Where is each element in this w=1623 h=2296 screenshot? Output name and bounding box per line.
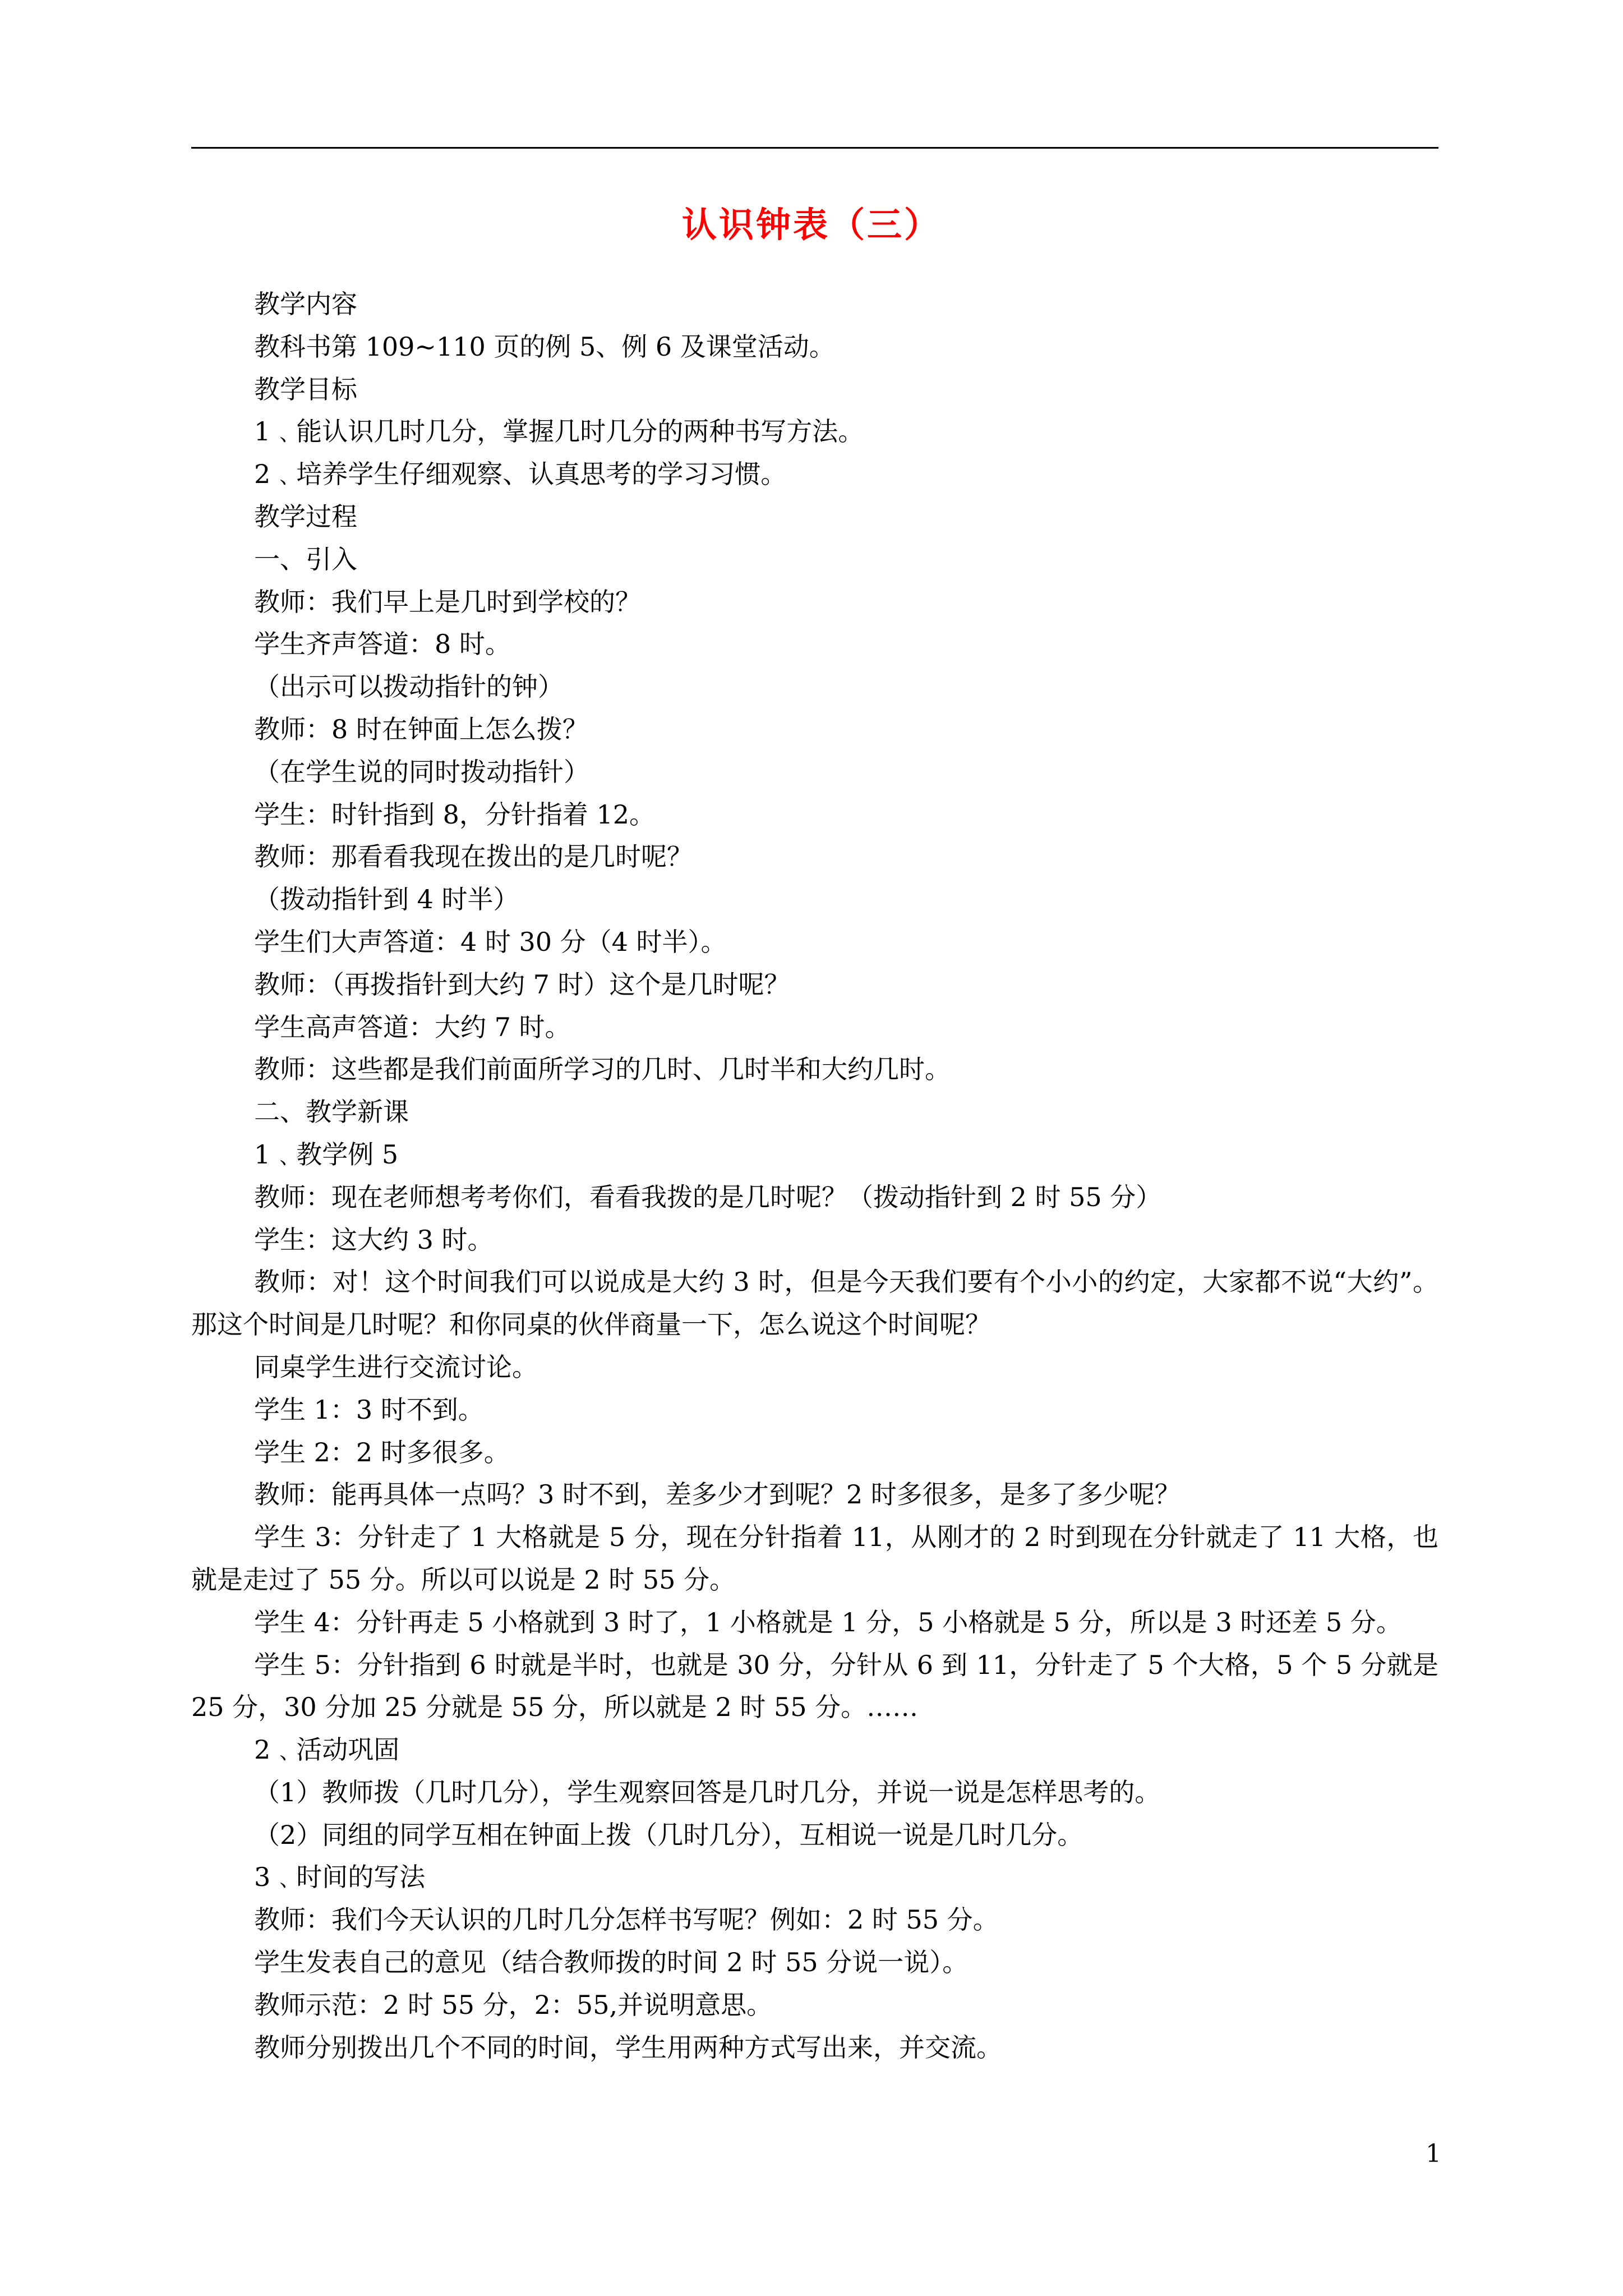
paragraph: 教师：8 时在钟面上怎么拨？ (254, 714, 588, 744)
paragraph: 学生发表自己的意见（结合教师拨的时间 2 时 55 分说一说）。 (254, 1947, 969, 1978)
paragraph: 教师：（再拨指针到大约 7 时）这个是几时呢？ (254, 969, 790, 1000)
paragraph: 教师示范：2 时 55 分，2：55,并说明意思。 (254, 1989, 773, 2020)
paragraph: 学生 1：3 时不到。 (254, 1394, 484, 1425)
paragraph: （1）教师拨（几时几分），学生观察回答是几时几分，并说一说是怎样思考的。 (254, 1777, 1161, 1807)
paragraph: 教师：现在老师想考考你们，看看我拨的是几时呢？（拨动指针到 2 时 55 分） (254, 1181, 1162, 1212)
paragraph: 教师：对！这个时间我们可以说成是大约 3 时，但是今天我们要有个小小的约定，大家都不说“大约”。那这个时间是几时呢？和你同桌的伙伴商量一下，怎么说这个时间呢？ (191, 1267, 1438, 1340)
list-item: 2﹑培养学生仔细观察、认真思考的学习习惯。 (254, 459, 787, 490)
subsection-heading: 二、教学新课 (254, 1097, 409, 1128)
paragraph: 同桌学生进行交流讨论。 (254, 1351, 538, 1382)
list-item: 3﹑时间的写法 (254, 1862, 426, 1893)
paragraph: 教师：我们早上是几时到学校的？ (254, 586, 641, 617)
section-heading: 教学内容 (254, 289, 357, 319)
list-item: 2﹑活动巩固 (254, 1734, 400, 1765)
paragraph: 教师：这些都是我们前面所学习的几时、几时半和大约几时。 (254, 1054, 951, 1085)
paragraph: （拨动指针到 4 时半） (254, 884, 519, 915)
paragraph: 教师：能再具体一点吗？3 时不到，差多少才到呢？2 时多很多，是多了多少呢？ (254, 1479, 1181, 1510)
paragraph: 学生 5：分针指到 6 时就是半时，也就是 30 分，分针从 6 到 11，分针走了 5 个大格，5 个 5 分就是 25 分，30 分加 25 分就是 55 分，所以就是 2 时 55 分。…… (191, 1649, 1438, 1723)
paragraph: 教科书第 109~110 页的例 5、例 6 及课堂活动。 (254, 331, 835, 362)
paragraph: 教师分别拨出几个不同的时间，学生用两种方式写出来，并交流。 (254, 2032, 1002, 2063)
header-rule (191, 147, 1438, 149)
paragraph: （在学生说的同时拨动指针） (254, 756, 589, 787)
paragraph: 学生们大声答道：4 时 30 分（4 时半）。 (254, 926, 727, 957)
paragraph: 学生 3：分针走了 1 大格就是 5 分，现在分针指着 11，从刚才的 2 时到现在分针就走了 11 大格，也就是走过了 55 分。所以可以说是 2 时 55 分。 (191, 1522, 1438, 1595)
paragraph: （2）同组的同学互相在钟面上拨（几时几分），互相说一说是几时几分。 (254, 1819, 1083, 1850)
paragraph: 学生 2：2 时多很多。 (254, 1437, 510, 1467)
subsection-heading: 一、引入 (254, 544, 357, 574)
paragraph: 教师：我们今天认识的几时几分怎样书写呢？例如：2 时 55 分。 (254, 1904, 999, 1935)
section-heading: 教学目标 (254, 374, 357, 404)
list-item: 1﹑能认识几时几分，掌握几时几分的两种书写方法。 (254, 416, 864, 447)
document-body (191, 283, 1438, 2069)
list-item: 1﹑教学例 5 (254, 1139, 399, 1170)
paragraph: 学生：时针指到 8，分针指着 12。 (254, 799, 656, 830)
paragraph: （出示可以拨动指针的钟） (254, 671, 564, 702)
paragraph: 教师：那看看我现在拨出的是几时呢？ (254, 841, 693, 872)
section-heading: 教学过程 (254, 501, 357, 532)
paragraph: 学生 4：分针再走 5 小格就到 3 时了，1 小格就是 1 分，5 小格就是 5 分，所以是 3 时还差 5 分。 (254, 1607, 1402, 1637)
paragraph: 学生高声答道：大约 7 时。 (254, 1011, 571, 1042)
page-number: 1 (1426, 2139, 1441, 2168)
paragraph: 学生齐声答道：8 时。 (254, 629, 511, 660)
paragraph: 学生：这大约 3 时。 (254, 1224, 494, 1255)
document-title: 认识钟表（三） (681, 204, 941, 245)
